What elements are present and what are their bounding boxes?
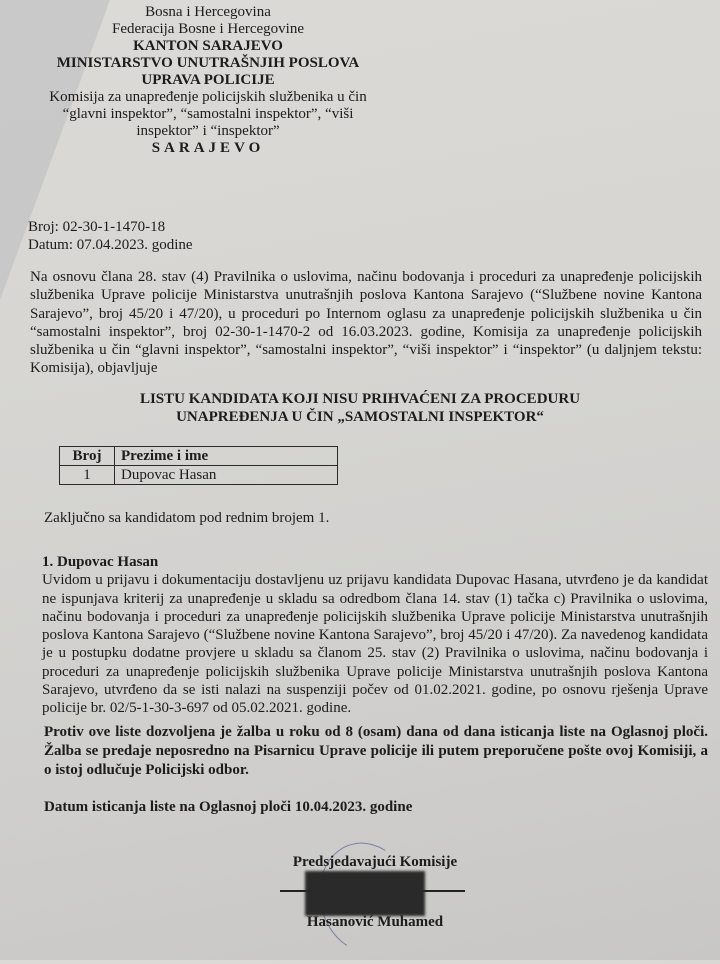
conclusion-text: Zaključno sa kandidatom pod rednim brojem 1. bbox=[44, 510, 330, 526]
column-header-name: Prezime i ime bbox=[115, 447, 338, 466]
ministry-line: MINISTARSTVO UNUTRAŠNJIH POSLOVA bbox=[56, 55, 360, 71]
intro-paragraph: Na osnovu člana 28. stav (4) Pravilnika o uslovima, načinu bodovanja i proceduri za unapređenje policijskih službenika Uprave policije Ministarstva unutrašnjih poslova Kantona Sarajevo (“Službene novine Kantona Sarajevo”, broj 45/20 i 47/20), u proceduri po Internom oglasu za unapređenje policijskih službenika u čin “samostalni inspektor”, broj 02-30-1-1470-2 od 16.03.2023. godine, Komisija za unapređenje policijskih službenika u čin “glavni inspektor”, “samostalni inspektor”, “viši inspektor” i “inspektor” (u daljnjem tekstu: Komisija), objavljuje bbox=[30, 269, 702, 377]
signature-title: Predsjedavajući Komisije bbox=[292, 854, 458, 870]
candidate-detail bbox=[42, 553, 708, 718]
document-date: Datum: 07.04.2023. godine bbox=[28, 237, 193, 253]
candidates-table bbox=[59, 446, 338, 485]
column-header-number: Broj bbox=[60, 447, 115, 466]
country-line: Bosna i Hercegovina bbox=[145, 4, 271, 20]
candidate-detail-body: Uvidom u prijavu i dokumentaciju dostavljenu uz prijavu kandidata Dupovac Hasana, utvrđeno je da kandidat ne ispunjava kriterij za unapređenje u skladu sa odredbom člana 14. stav (1) tačka c) Pravilnika o uslovima, načinu bodovanja i proceduri za unapređenje policijskih službenika Uprave policije Ministarstva unutrašnjih poslova Kantona Sarajevo (“Službene novine Kantona Sarajevo”, broj 45/20 i 47/20). Za navedenog kandidata je u postupku dodatne provjere u skladu sa članom 25. stav (2) Pravilnika o uslovima, načinu bodovanja i proceduri za unapređenje policijskih službenika Uprave policije Ministarstva unutrašnjih poslova Kantona Sarajevo, utvrđeno da se isti nalazi na suspenziji počev od 01.02.2021. godine, po osnovu rješenja Uprave policije br. 02/5-1-30-3-697 od 05.02.2021. godine. bbox=[42, 572, 708, 717]
federation-line: Federacija Bosne i Hercegovine bbox=[111, 21, 304, 37]
city-line: SARAJEVO bbox=[151, 140, 265, 156]
reference-number: Broj: 02-30-1-1470-18 bbox=[28, 219, 166, 235]
commission-line-2: “glavni inspektor”, “samostalni inspektor”, “viši bbox=[62, 106, 354, 122]
cell-name: Dupovac Hasan bbox=[115, 466, 338, 485]
posting-date: Datum isticanja liste na Oglasnoj ploči 10.04.2023. godine bbox=[44, 799, 413, 815]
police-line: UPRAVA POLICIJE bbox=[141, 72, 275, 88]
appeal-notice: Protiv ove liste dozvoljena je žalba u roku od 8 (osam) dana od dana isticanja liste na Oglasnoj ploči. Žalba se predaje neposredno na Pisarnicu Uprave policije ili putem preporučene pošte ovoj Komisiji, a o istoj odlučuje Policijski odbor. bbox=[44, 724, 708, 778]
list-title-line-1: LISTU KANDIDATA KOJI NISU PRIHVAĆENI ZA PROCEDURU bbox=[139, 391, 581, 407]
canton-line: KANTON SARAJEVO bbox=[133, 38, 283, 54]
list-title bbox=[100, 390, 620, 426]
cell-number: 1 bbox=[60, 466, 115, 485]
candidate-detail-heading: 1. Dupovac Hasan bbox=[42, 554, 159, 570]
commission-line-3: inspektor” i “inspektor” bbox=[136, 123, 280, 139]
redacted-signature bbox=[305, 871, 425, 916]
list-title-line-2: UNAPREĐENJA U ČIN „SAMOSTALNI INSPEKTOR“ bbox=[176, 409, 544, 425]
table-row bbox=[60, 466, 338, 485]
commission-line-1: Komisija za unapređenje policijskih službenika u čin bbox=[49, 89, 367, 105]
letterhead bbox=[28, 4, 388, 157]
signatory-name: Hasanović Muhamed bbox=[306, 914, 444, 930]
document-meta bbox=[28, 218, 193, 254]
table-header-row bbox=[60, 447, 338, 466]
